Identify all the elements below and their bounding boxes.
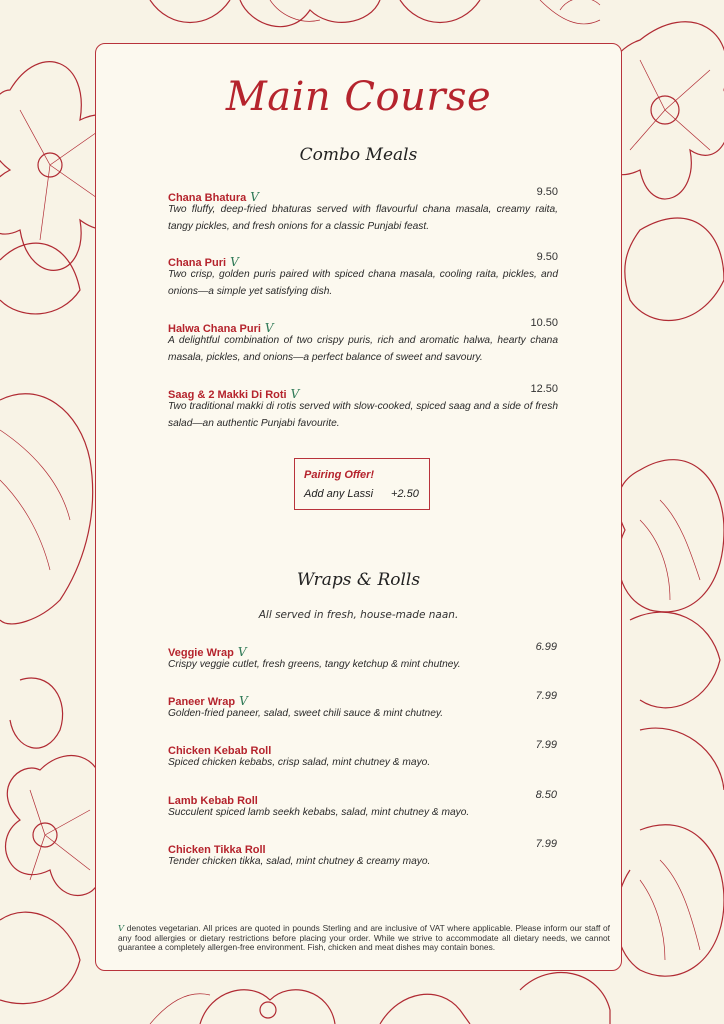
footnote-text: denotes vegetarian. All prices are quoted in pounds Sterling and are inclusive of VAT where applicable. Please inform our staff of any food allergies or dietary restrictions before placing your order. While we strive to accommodate all dietary needs, we cannot guarantee a completely allergen-free environment. Fish, chicken and meat dishes may contain bones.: [118, 923, 611, 953]
flower-bottom-center-icon: [150, 990, 470, 1024]
item-description: Tender chicken tikka, salad, mint chutney & creamy mayo.: [168, 856, 431, 867]
menu-item: [168, 317, 558, 366]
veg-icon: V: [250, 190, 259, 204]
item-name: Chicken Kebab Roll: [168, 745, 272, 757]
flower-right-middle-icon: [618, 460, 724, 790]
item-price: 9.50: [536, 251, 558, 263]
menu-card: [95, 43, 622, 971]
menu-item: [168, 739, 557, 772]
page-title: Main Course: [225, 74, 492, 120]
menu-item: [168, 251, 558, 300]
pairing-offer-box: [294, 458, 430, 510]
veg-icon: V: [237, 645, 247, 659]
item-name: Chicken Tikka Roll: [168, 844, 266, 856]
item-description: Two fluffy, deep-fried bhaturas served with flavourful chana masala, creamy raita, tangy pickles, and fresh onions for a classic Punjabi feast.: [168, 204, 558, 232]
veg-icon: V: [230, 255, 239, 269]
item-price: 9.50: [536, 186, 558, 198]
item-description: Succulent spiced lamb seekh kebabs, salad, mint chutney & mayo.: [168, 807, 470, 818]
item-name: Chana Puri: [168, 257, 227, 269]
item-price: 7.99: [535, 690, 557, 702]
flower-top-center-icon: [150, 0, 480, 27]
menu-item: [168, 641, 557, 674]
veg-icon: V: [118, 923, 125, 933]
item-description: Two traditional makki di rotis served with slow-cooked, spiced saag and a side of fresh salad—an authentic Punjabi favourite.: [168, 401, 558, 429]
item-price: 7.99: [535, 739, 557, 751]
item-price: 10.50: [530, 317, 558, 329]
item-name: Paneer Wrap: [168, 696, 236, 708]
menu-item: [168, 690, 557, 723]
menu-item: [168, 789, 557, 822]
offer-title: Pairing Offer!: [304, 469, 375, 481]
item-description: Two crisp, golden puris paired with spiced chana masala, cooling raita, pickles, and onions—a simple yet satisfying dish.: [168, 269, 558, 297]
item-description: A delightful combination of two crispy puris, rich and aromatic halwa, hearty chana masala, pickles, and onions—a perfect balance of sweet and savoury.: [168, 335, 558, 363]
section-subtitle: All served in fresh, house-made naan.: [258, 609, 459, 621]
menu-item: [168, 838, 557, 871]
flower-left-middle-icon: [0, 394, 93, 748]
item-price: 12.50: [530, 383, 558, 395]
item-price: 7.99: [535, 838, 557, 850]
section-title-wraps: Wraps & Rolls: [296, 570, 421, 590]
veg-icon: V: [264, 321, 274, 335]
item-name: Saag & 2 Makki Di Roti: [168, 389, 287, 401]
menu-item: [168, 383, 558, 432]
veg-icon: V: [239, 694, 248, 708]
item-name: Lamb Kebab Roll: [168, 795, 258, 807]
offer-price: +2.50: [391, 488, 419, 500]
item-description: Golden-fried paneer, salad, sweet chili sauce & mint chutney.: [168, 708, 444, 719]
item-name: Chana Bhatura: [168, 192, 247, 204]
item-name: Veggie Wrap: [168, 647, 234, 659]
item-price: 8.50: [535, 789, 557, 801]
section-title-combo: Combo Meals: [299, 145, 418, 165]
item-name: Halwa Chana Puri: [168, 323, 261, 335]
veg-icon: V: [290, 387, 300, 401]
menu-item: [168, 186, 558, 235]
item-description: Crispy veggie cutlet, fresh greens, tangy ketchup & mint chutney.: [168, 659, 461, 670]
offer-label: Add any Lassi: [304, 488, 374, 500]
footnote: [118, 924, 610, 953]
item-price: 6.99: [535, 641, 557, 653]
item-description: Spiced chicken kebabs, crisp salad, mint chutney & mayo.: [168, 757, 431, 768]
